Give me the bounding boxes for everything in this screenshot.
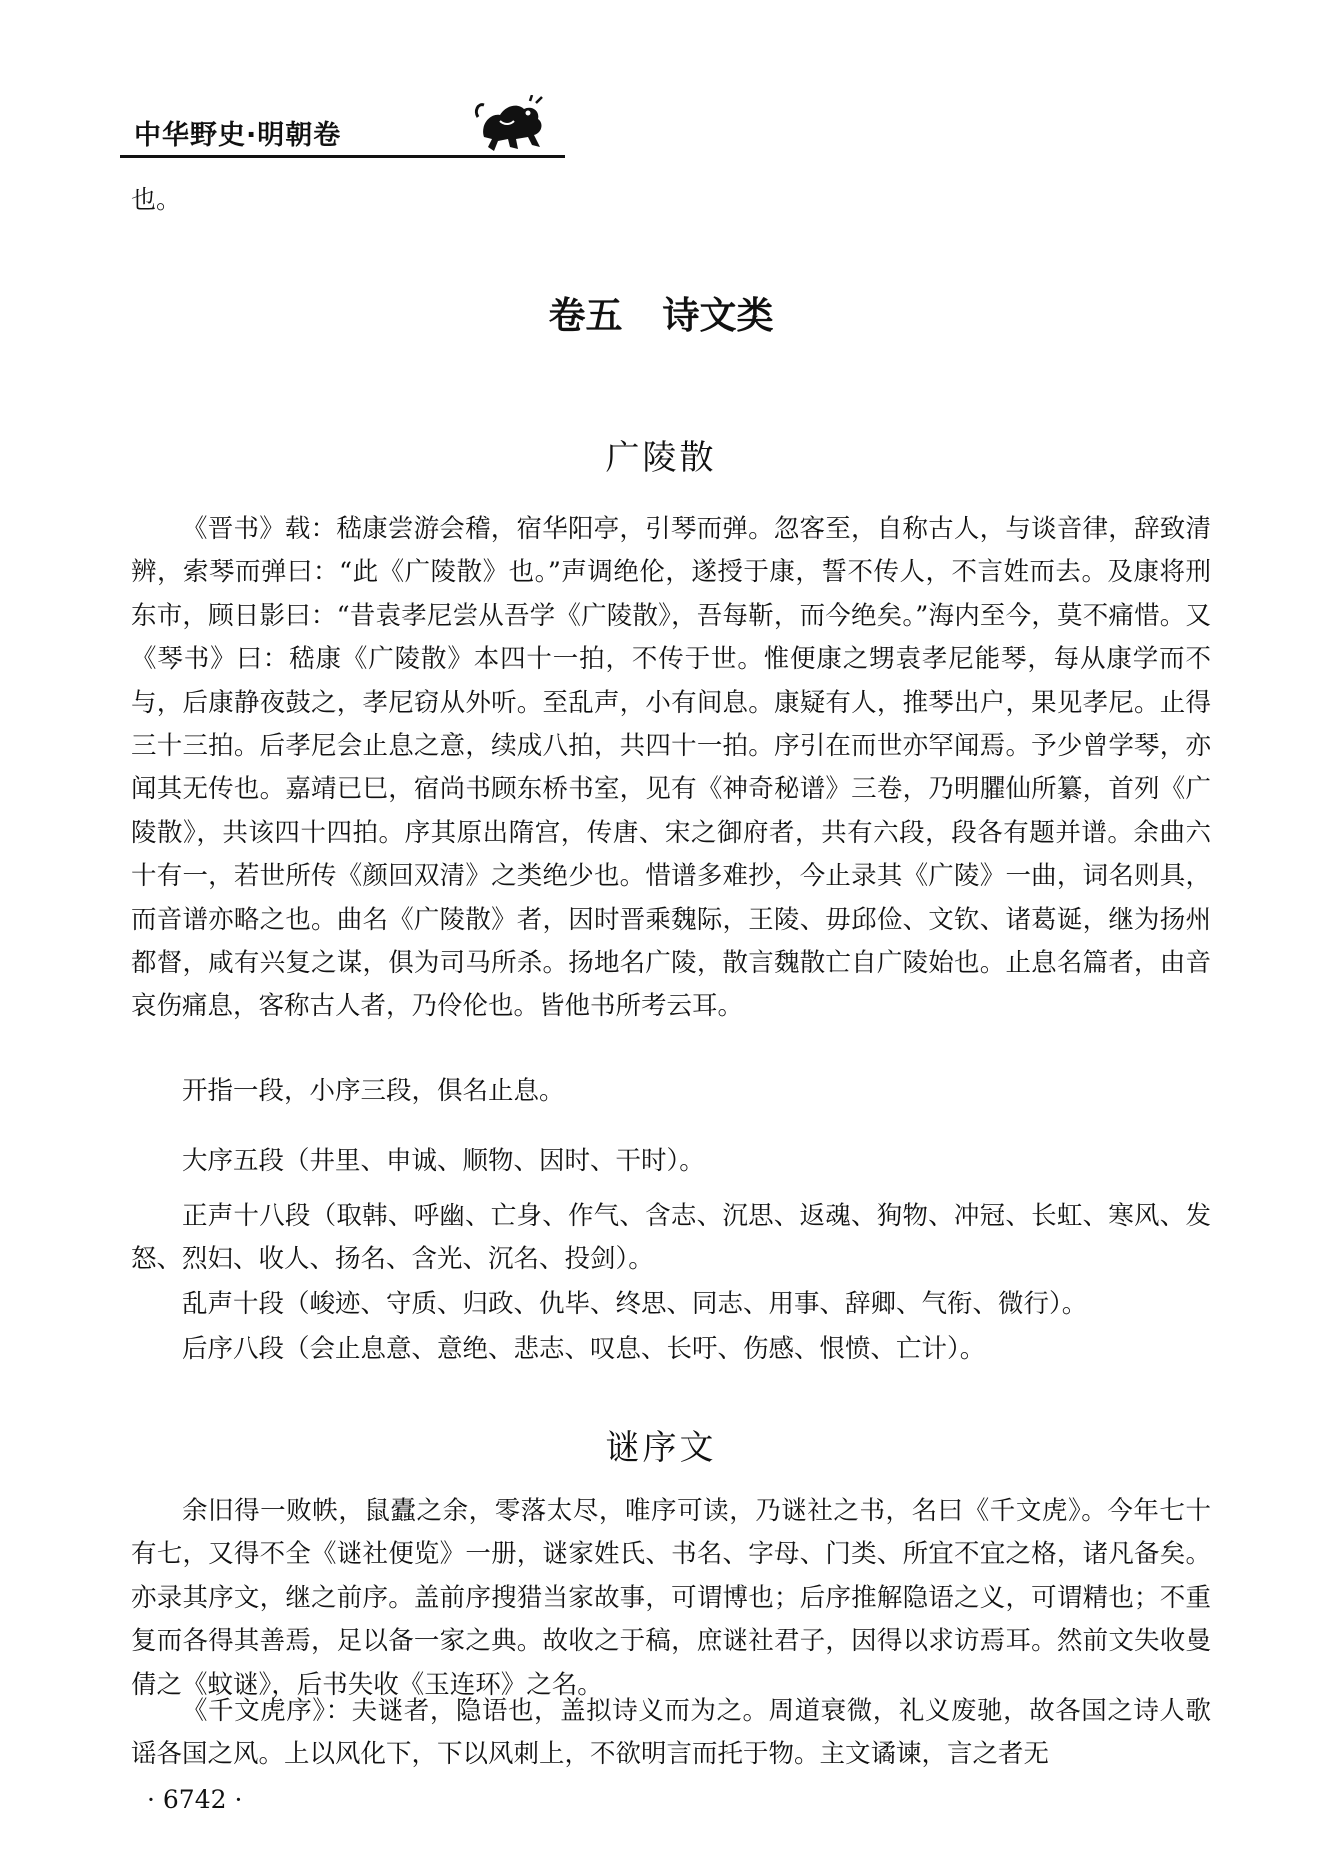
paragraph: 余旧得一败帙，鼠蠹之余，零落太尽，唯序可读，乃谜社之书，名曰《千文虎》。今年七十有七，又得不全《谜社便览》一册，谜家姓氏、书名、字母、门类、所宜不宜之格，诸凡备矣。亦录其序文，继之前序。盖前序搜猎当家故事，可谓博也；后序推解隐语之义，可谓精也；不重复而各得其善焉，足以备一家之典。故收之于稿，庶谜社君子，因得以求访焉耳。然前文失收曼倩之《蚊谜》，后书失收《玉连环》之名。 <box>131 1496 1211 1700</box>
paragraph: 乱声十段（峻迹、守质、归政、仇毕、终思、同志、用事、辞卿、气衔、微行）。 <box>182 1289 1088 1319</box>
carryover-text: 也。 <box>131 185 182 214</box>
volume-number: 卷五 <box>548 294 623 337</box>
paragraph: 《千文虎序》：夫谜者，隐语也，盖拟诗义而为之。周道衰微，礼义废驰，故各国之诗人歌谣各国之风。上以风化下，下以风刺上，不欲明言而托于物。主文谲谏，言之者无 <box>131 1696 1211 1770</box>
volume-category: 诗文类 <box>662 294 774 337</box>
dragon-emblem-icon <box>470 95 550 155</box>
paragraph: 后序八段（会止息意、意绝、悲志、叹息、长吁、伤感、恨愤、亡计）。 <box>182 1334 986 1364</box>
volume-title <box>0 285 1322 339</box>
section-title: 广陵散 <box>605 438 717 478</box>
paragraph: 正声十八段（取韩、呼幽、亡身、作气、含志、沉思、返魂、狥物、冲冠、长虹、寒风、发怒、烈妇、收人、扬名、含光、沉名、投剑）。 <box>131 1201 1211 1275</box>
running-header <box>120 95 565 155</box>
section-title: 谜序文 <box>605 1428 717 1468</box>
header-rule <box>120 155 565 158</box>
paragraph: 开指一段，小序三段，俱名止息。 <box>182 1076 565 1106</box>
paragraph: 《晋书》载：嵇康尝游会稽，宿华阳亭，引琴而弹。忽客至，自称古人，与谈音律，辞致清辨，索琴而弹曰：“此《广陵散》也。”声调绝伦，遂授于康，誓不传人，不言姓而去。及康将刑东市，顾日影曰：“昔袁孝尼尝从吾学《广陵散》，吾每靳，而今绝矣。”海内至今，莫不痛惜。又《琴书》曰：嵇康《广陵散》本四十一拍，不传于世。惟便康之甥袁孝尼能琴，每从康学而不与，后康静夜鼓之，孝尼窃从外听。至乱声，小有间息。康疑有人，推琴出户，果见孝尼。止得三十三拍。后孝尼会止息之意，续成八拍，共四十一拍。序引在而世亦罕闻焉。予少曾学琴，亦闻其无传也。嘉靖已巳，宿尚书顾东桥书室，见有《神奇秘谱》三卷，乃明臞仙所纂，首列《广陵散》，共该四十四拍。序其原出隋宫，传唐、宋之御府者，共有六段，段各有题并谱。余曲六十有一，若世所传《颜回双清》之类绝少也。惜谱多难抄，今止录其《广陵》一曲，词名则具，而音谱亦略之也。曲名《广陵散》者，因时晋乘魏际，王陵、毋邱俭、文钦、诸葛诞，继为扬州都督，咸有兴复之谋，俱为司马所杀。扬地名广陵，散言魏散亡自广陵始也。止息名篇者，由音哀伤痛息，客称古人者，乃伶伦也。皆他书所考云耳。 <box>131 514 1211 1022</box>
header-title: 中华野史·明朝卷 <box>134 120 342 151</box>
paragraph: 大序五段（井里、申诚、顺物、因时、干时）。 <box>182 1146 705 1176</box>
page-number: · 6742 · <box>147 1785 243 1814</box>
